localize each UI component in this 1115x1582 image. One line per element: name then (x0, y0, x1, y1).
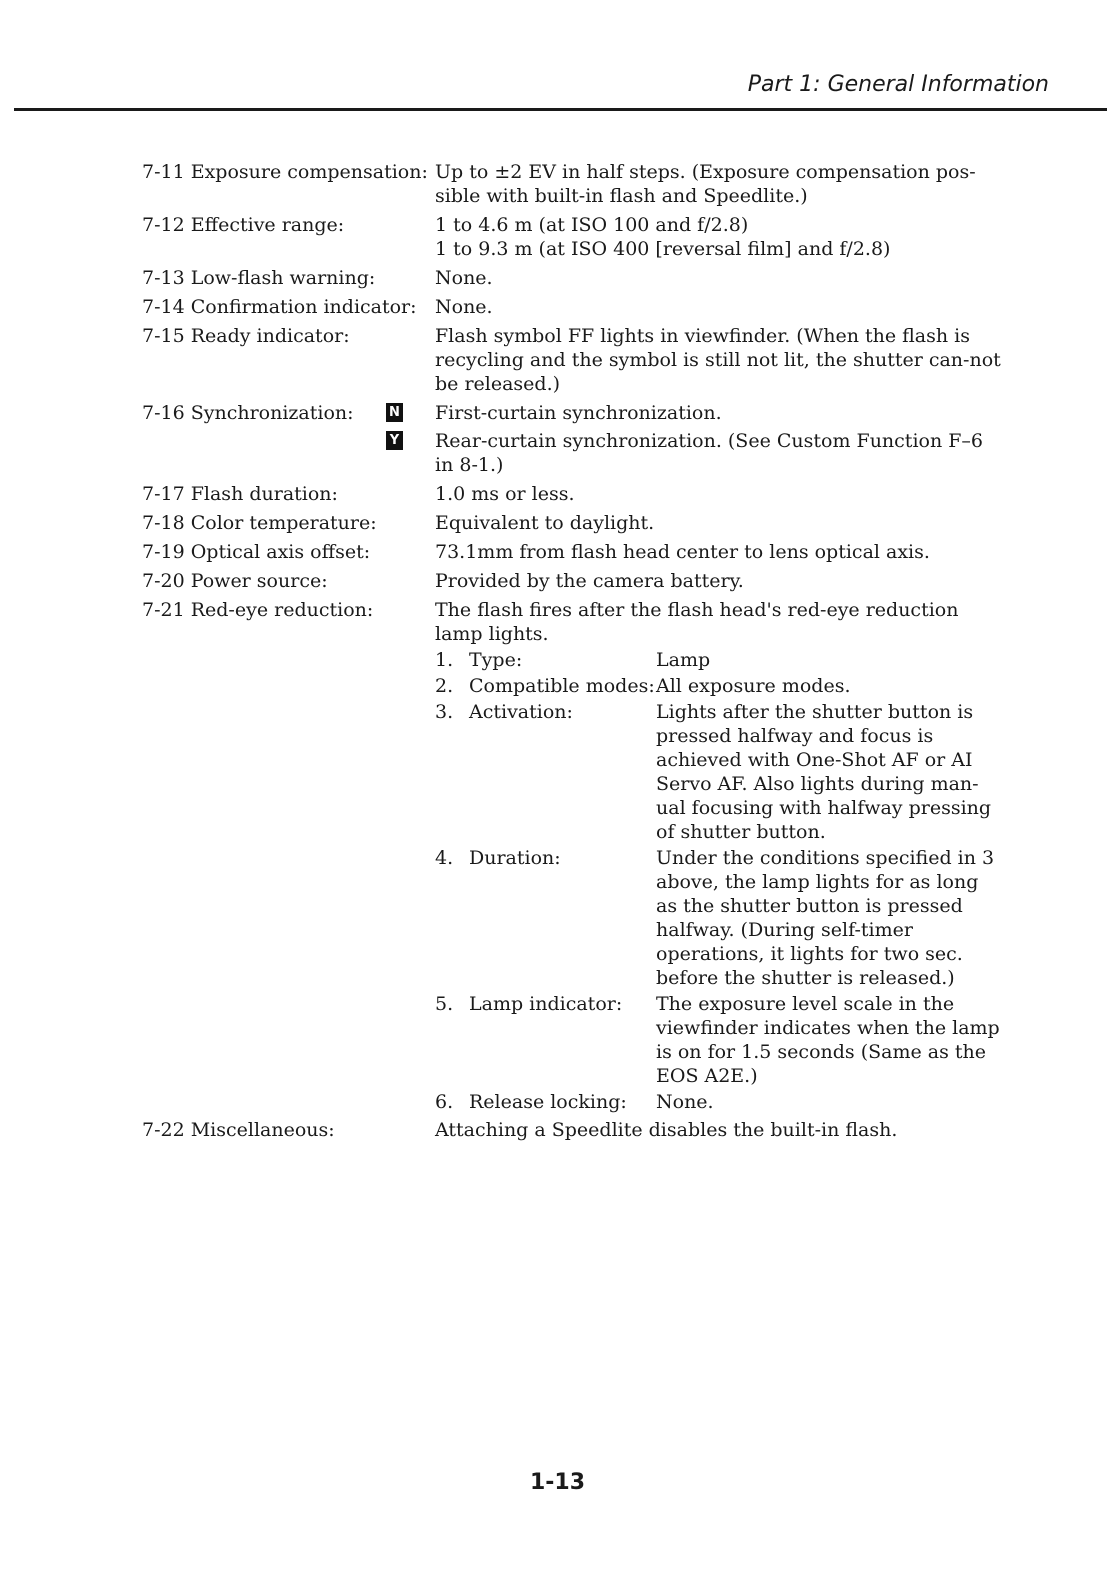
red-eye-list (435, 648, 1002, 1116)
spec-value (435, 540, 1002, 564)
list-item (435, 1090, 1002, 1114)
item-number: 3. (435, 701, 454, 723)
item-number: 6. (435, 1091, 454, 1113)
item-number: 4. (435, 847, 454, 869)
spec-value-line: Equivalent to daylight. (435, 512, 655, 534)
spec-label: 7-22 Miscellaneous: (142, 1119, 335, 1141)
spec-label: 7-11 Exposure compensation: (142, 161, 428, 183)
spec-label: 7-14 Confirmation indicator: (142, 296, 417, 318)
spec-value (435, 324, 1002, 396)
spec-row (142, 160, 1002, 208)
spec-value-line: Provided by the camera battery. (435, 570, 744, 592)
item-value: None. (656, 1091, 714, 1113)
item-key: Activation: (469, 701, 573, 723)
spec-value-line: First-curtain synchronization. (435, 402, 722, 424)
page-number: 1-13 (529, 1470, 586, 1495)
item-key: Type: (469, 649, 523, 671)
list-item (435, 674, 1002, 698)
spec-row (142, 569, 1002, 593)
item-value: All exposure modes. (656, 675, 851, 697)
spec-row (142, 1118, 1002, 1142)
spec-label: 7-15 Ready indicator: (142, 325, 350, 347)
list-item (435, 648, 1002, 672)
item-key: Lamp indicator: (469, 993, 623, 1015)
spec-row (142, 598, 1002, 646)
spec-label: 7-21 Red-eye reduction: (142, 599, 374, 621)
spec-value-line: 1.0 ms or less. (435, 483, 575, 505)
spec-value-line: 73.1mm from flash head center to lens optical axis. (435, 541, 930, 563)
list-item (435, 992, 1002, 1088)
spec-value-line: None. (435, 267, 493, 289)
spacer (142, 648, 435, 1116)
item-number: 5. (435, 993, 454, 1015)
spec-value: Attaching a Speedlite disables the built-in flash. (435, 1119, 898, 1141)
spec-label: 7-20 Power source: (142, 570, 328, 592)
spec-row (142, 401, 1002, 477)
list-item (435, 700, 1002, 844)
spec-value (435, 213, 1002, 261)
spec-row (142, 482, 1002, 506)
spec-value-line: Up to ±2 EV in half steps. (Exposure compensation pos-sible with built-in flash and Speedlite.) (435, 161, 976, 207)
spec-label-text: 7-16 Synchronization: (142, 402, 354, 424)
spec-label: 7-18 Color temperature: (142, 512, 377, 534)
spec-row (142, 540, 1002, 564)
page-header: Part 1: General Information (747, 72, 1049, 97)
spec-label (142, 401, 435, 477)
spec-value (435, 295, 1002, 319)
spec-value-line: 1 to 4.6 m (at ISO 100 and f/2.8) (435, 214, 749, 236)
item-key: Duration: (469, 847, 561, 869)
spec-value-line: Flash symbol FF lights in viewfinder. (When the flash is recycling and the symbol is still not lit, the shutter can-not be released.) (435, 325, 1001, 395)
spec-list (142, 160, 1002, 1147)
item-number: 2. (435, 675, 454, 697)
spec-value (435, 266, 1002, 290)
item-value: Under the conditions specified in 3 above, the lamp lights for as long as the shutter button is pressed halfway. (During self-timer operations, it lights for two sec. before the shutter is released.) (656, 847, 995, 989)
spec-label: 7-19 Optical axis offset: (142, 541, 371, 563)
spec-row (142, 324, 1002, 396)
spec-label: 7-12 Effective range: (142, 214, 345, 236)
spec-row (142, 266, 1002, 290)
spec-row (142, 511, 1002, 535)
spec-value-line: 1 to 9.3 m (at ISO 400 [reversal film] and f/2.8) (435, 238, 891, 260)
spec-value-line: Rear-curtain synchronization. (See Custom Function F–6 in 8-1.) (435, 430, 984, 476)
spec-value-line: None. (435, 296, 493, 318)
spec-value (435, 482, 1002, 506)
spec-value-line: The flash fires after the flash head's red-eye reduction lamp lights. (435, 599, 959, 645)
item-value: The exposure level scale in the viewfinder indicates when the lamp is on for 1.5 seconds (Same as the EOS A2E.) (656, 993, 1000, 1087)
item-value: Lamp (656, 649, 711, 671)
item-key: Compatible modes: (469, 675, 655, 697)
spec-row (142, 213, 1002, 261)
spec-value (435, 401, 1002, 477)
spec-label: 7-13 Low-flash warning: (142, 267, 376, 289)
item-key: Release locking: (469, 1091, 627, 1113)
spec-value (435, 569, 1002, 593)
mode-y-icon: Y (386, 431, 403, 450)
list-item (435, 846, 1002, 990)
item-value: Lights after the shutter button is pressed halfway and focus is achieved with One-Shot AF or AI Servo AF. Also lights during man-ual focusing with halfway pressing of shutter button. (656, 701, 992, 843)
spec-label: 7-17 Flash duration: (142, 483, 338, 505)
header-rule (14, 108, 1107, 111)
red-eye-items (142, 648, 1002, 1116)
spec-value (435, 511, 1002, 535)
item-number: 1. (435, 649, 454, 671)
spec-value (435, 160, 1002, 208)
spec-row (142, 295, 1002, 319)
mode-n-icon: N (386, 403, 403, 422)
spec-value (435, 598, 1002, 646)
